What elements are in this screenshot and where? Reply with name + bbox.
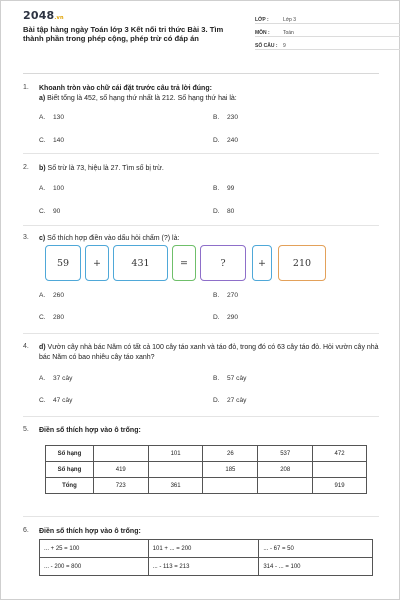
worksheet-header xyxy=(23,9,383,61)
meta-label: SỐ CÂU : xyxy=(255,43,278,49)
worksheet-meta xyxy=(255,13,400,52)
table-cell: 208 xyxy=(258,462,313,478)
option-value: 27 cây xyxy=(227,397,247,404)
option-letter: B. xyxy=(213,375,220,382)
option-b[interactable] xyxy=(213,375,246,382)
table-row xyxy=(46,446,367,462)
row-header: Tổng xyxy=(46,478,94,494)
option-d[interactable] xyxy=(213,137,238,144)
meta-row-subject xyxy=(255,26,400,37)
part-label: a) xyxy=(39,94,46,102)
question-number: 5. xyxy=(23,426,29,433)
option-c[interactable] xyxy=(39,137,64,144)
question-divider xyxy=(23,333,379,334)
sum-table xyxy=(45,445,367,494)
table-row xyxy=(40,558,373,576)
meta-label: MÔN : xyxy=(255,30,270,36)
question-text xyxy=(39,164,379,174)
option-value: 90 xyxy=(53,207,61,215)
table-cell[interactable]: ... + 25 = 100 xyxy=(40,540,149,558)
question-number: 4. xyxy=(23,343,29,350)
option-b[interactable] xyxy=(213,292,238,299)
option-d[interactable] xyxy=(213,208,234,215)
table-row xyxy=(46,478,367,494)
question-2 xyxy=(23,164,379,215)
option-value: 100 xyxy=(53,184,65,192)
table-row xyxy=(46,462,367,478)
table-row xyxy=(40,540,373,558)
table-cell: 419 xyxy=(93,462,148,478)
meta-label: LỚP : xyxy=(255,17,269,23)
table-cell: 361 xyxy=(148,478,203,494)
option-value: 37 cây xyxy=(53,375,73,382)
option-a[interactable] xyxy=(39,114,64,121)
meta-value: Toán xyxy=(283,30,294,36)
question-body: Vườn cây nhà bác Năm có tất cả 100 cây táo xanh và táo đỏ, trong đó có 63 cây táo đỏ. Hỏi vườn cây nhà bác Năm có bao nhiêu cây táo xanh? xyxy=(39,344,379,361)
option-letter: B. xyxy=(213,114,220,121)
option-letter: C. xyxy=(39,314,46,321)
option-value: 280 xyxy=(53,314,65,321)
fill-table xyxy=(39,539,373,576)
option-letter: A. xyxy=(39,114,46,121)
question-text xyxy=(39,234,379,244)
option-d[interactable] xyxy=(213,397,246,404)
row-header: Số hạng xyxy=(46,462,94,478)
option-value: 130 xyxy=(53,114,65,121)
meta-row-class xyxy=(255,13,400,24)
table-cell: 537 xyxy=(258,446,313,462)
table-cell[interactable]: ... - 67 = 50 xyxy=(259,540,373,558)
table-cell: 723 xyxy=(93,478,148,494)
meta-value: 9 xyxy=(283,43,286,49)
question-body: Số thích hợp điền vào dấu hỏi chấm (?) là: xyxy=(45,235,180,242)
question-text xyxy=(39,94,379,104)
question-body: Biết tổng là 452, số hạng thứ nhất là 212. Số hạng thứ hai là: xyxy=(45,94,237,102)
option-letter: C. xyxy=(39,397,46,404)
option-value: 260 xyxy=(53,292,65,299)
equation-box: ? xyxy=(200,245,246,281)
option-c[interactable] xyxy=(39,397,72,404)
table-cell[interactable] xyxy=(93,446,148,462)
option-value: 80 xyxy=(227,207,235,215)
part-label: d) xyxy=(39,344,46,351)
option-a[interactable] xyxy=(39,292,64,299)
table-cell[interactable] xyxy=(148,462,203,478)
table-cell: 101 xyxy=(148,446,203,462)
option-value: 47 cây xyxy=(53,397,73,404)
option-d[interactable] xyxy=(213,314,238,321)
table-cell: 26 xyxy=(203,446,258,462)
header-divider xyxy=(23,73,379,74)
question-divider xyxy=(23,416,379,417)
option-b[interactable] xyxy=(213,114,238,121)
table-cell: 185 xyxy=(203,462,258,478)
option-value: 270 xyxy=(227,292,239,299)
question-text xyxy=(39,343,379,362)
question-number: 2. xyxy=(23,164,29,171)
question-text: Điền số thích hợp vào ô trống: xyxy=(39,528,141,535)
question-1 xyxy=(23,84,379,144)
option-c[interactable] xyxy=(39,314,64,321)
question-body: Số trừ là 73, hiệu là 27. Tìm số bị trừ. xyxy=(45,165,164,172)
question-divider xyxy=(23,516,379,517)
option-value: 140 xyxy=(53,137,65,144)
meta-value: Lớp 3 xyxy=(283,17,297,23)
table-cell[interactable] xyxy=(313,462,367,478)
option-letter: C. xyxy=(39,137,46,144)
logo-text: 2048 xyxy=(23,9,55,22)
table-cell: 472 xyxy=(313,446,367,462)
question-text: Điền số thích hợp vào ô trống: xyxy=(39,427,141,434)
part-label: c) xyxy=(39,235,46,242)
equation-box: 431 xyxy=(113,245,168,281)
table-cell: 919 xyxy=(313,478,367,494)
option-value: 240 xyxy=(227,137,239,144)
option-c[interactable] xyxy=(39,208,60,215)
question-3 xyxy=(23,234,379,244)
question-number: 1. xyxy=(23,84,29,91)
option-b[interactable] xyxy=(213,185,234,192)
option-letter: D. xyxy=(213,314,220,321)
option-letter: D. xyxy=(213,207,220,215)
option-value: 57 cây xyxy=(227,375,247,382)
option-letter: A. xyxy=(39,375,46,382)
option-letter: B. xyxy=(213,184,220,192)
option-letter: D. xyxy=(213,397,220,404)
option-letter: C. xyxy=(39,207,46,215)
question-divider xyxy=(23,225,379,226)
part-label: b) xyxy=(39,165,46,172)
option-value: 99 xyxy=(227,184,235,192)
question-6 xyxy=(23,527,379,537)
table-cell[interactable] xyxy=(203,478,258,494)
equation-box: 59 xyxy=(45,245,81,281)
table-cell[interactable]: 314 - ... = 100 xyxy=(259,558,373,576)
option-value: 230 xyxy=(227,114,239,121)
option-letter: D. xyxy=(213,137,220,144)
worksheet-title: Bài tập hàng ngày Toán lớp 3 Kết nối tri thức Bài 3. Tìm thành phần trong phép cộng, phép trừ có đáp án xyxy=(23,25,224,44)
meta-row-count xyxy=(255,39,400,50)
equation-box: = xyxy=(172,245,196,281)
question-number: 6. xyxy=(23,527,29,534)
question-instruction: Khoanh tròn vào chữ cái đặt trước câu trả lời đúng: xyxy=(39,85,212,92)
question-divider xyxy=(23,153,379,154)
equation-box: + xyxy=(252,245,272,281)
row-header: Số hạng xyxy=(46,446,94,462)
question-number: 3. xyxy=(23,234,29,241)
option-a[interactable] xyxy=(39,185,64,192)
option-value: 290 xyxy=(227,314,239,321)
question-5 xyxy=(23,426,379,436)
table-cell[interactable]: ... - 113 = 213 xyxy=(148,558,259,576)
equation-box: + xyxy=(85,245,109,281)
option-letter: A. xyxy=(39,184,46,192)
option-letter: A. xyxy=(39,292,46,299)
logo-suffix: .vn xyxy=(54,15,64,21)
table-cell[interactable] xyxy=(258,478,313,494)
question-4 xyxy=(23,343,379,404)
table-cell[interactable]: ... - 200 = 800 xyxy=(40,558,149,576)
option-letter: B. xyxy=(213,292,220,299)
table-cell[interactable]: 101 + ... = 200 xyxy=(148,540,259,558)
option-a[interactable] xyxy=(39,375,72,382)
equation-box: 210 xyxy=(278,245,326,281)
